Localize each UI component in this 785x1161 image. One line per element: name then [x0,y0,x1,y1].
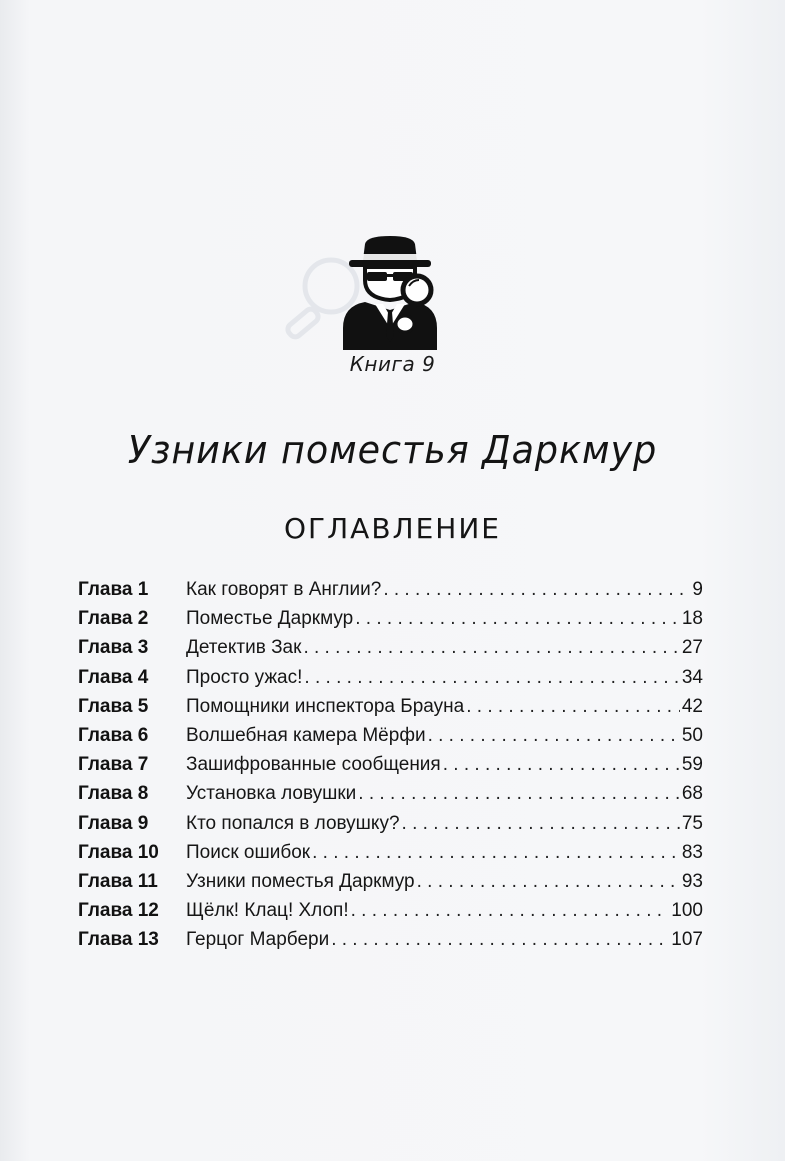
toc-row [78,721,703,750]
toc-leader-dots [331,925,669,954]
toc-row [78,896,703,925]
toc-leader-dots [304,663,679,692]
toc-leader-dots [358,779,680,808]
toc-chapter-title: Узники поместья Даркмур [186,870,415,892]
book-number-label: Книга 9 [349,352,436,376]
book-title: Узники поместья Даркмур [127,428,658,472]
toc-row [78,838,703,867]
toc-leader-dots [312,838,680,867]
toc-chapter-number: Глава 12 [78,900,159,922]
toc-chapter-title: Волшебная камера Мёрфи [186,724,426,746]
toc-chapter-number: Глава 4 [78,666,149,688]
toc-chapter-title: Детектив Зак [186,637,302,659]
toc-chapter-number: Глава 3 [78,637,149,659]
toc-chapter-number: Глава 1 [78,579,149,600]
toc-chapter-title: Зашифрованные сообщения [186,754,441,776]
toc-chapter-number: Глава 13 [78,929,159,951]
toc-page-number: 100 [671,900,703,922]
toc-chapter-title: Герцог Марбери [186,929,330,951]
toc-chapter-title: Поиск ошибок [186,841,311,863]
toc-page-number: 93 [681,870,703,892]
toc-row [78,692,703,721]
toc-chapter-title: Поместье Даркмур [186,608,354,630]
toc-row [78,867,703,896]
toc-page-number: 27 [681,637,703,659]
toc-chapter-title: Установка ловушки [186,783,357,805]
toc-row [78,575,703,604]
detective-with-magnifier-icon [335,232,445,350]
toc-chapter-number: Глава 10 [78,841,159,863]
toc-page-number: 42 [681,695,703,717]
toc-row [78,750,703,779]
toc-row [78,925,703,954]
toc-chapter-number: Глава 9 [78,812,149,834]
toc-chapter-number: Глава 5 [78,695,149,717]
toc-chapter-number: Глава 8 [78,783,149,805]
toc-chapter-title: Помощники инспектора Брауна [186,695,465,717]
toc-chapter-number: Глава 11 [78,870,158,892]
toc-page-number: 34 [681,666,703,688]
toc-leader-dots [466,692,680,721]
toc-leader-dots [383,575,690,604]
toc-row [78,604,703,633]
toc-page-number: 75 [681,812,703,834]
toc-leader-dots [351,896,670,925]
toc-page-number: 68 [681,783,703,805]
toc-page-number: 18 [681,608,703,630]
toc-page-number: 59 [681,754,703,776]
toc-page-number: 83 [681,841,703,863]
toc-chapter-title: Просто ужас! [186,666,303,688]
toc-page-number: 107 [671,929,703,951]
toc-chapter-title: Как говорят в Англии? [186,579,382,600]
toc-row [78,779,703,808]
toc-row [78,663,703,692]
toc-chapter-title: Кто попался в ловушку? [186,812,400,834]
toc-page-number: 9 [692,579,703,600]
toc-row [78,633,703,662]
toc-chapter-number: Глава 7 [78,754,149,776]
toc-page-number: 50 [681,724,703,746]
toc-leader-dots [443,750,680,779]
table-of-contents [78,575,703,954]
toc-chapter-title: Щёлк! Клац! Хлоп! [186,900,349,922]
toc-row [78,809,703,838]
toc-leader-dots [417,867,680,896]
toc-chapter-number: Глава 6 [78,724,149,746]
toc-heading: ОГЛАВЛЕНИЕ [284,512,501,545]
toc-chapter-number: Глава 2 [78,608,149,630]
toc-leader-dots [428,721,680,750]
toc-leader-dots [402,809,680,838]
toc-leader-dots [303,633,679,662]
toc-leader-dots [355,604,680,633]
